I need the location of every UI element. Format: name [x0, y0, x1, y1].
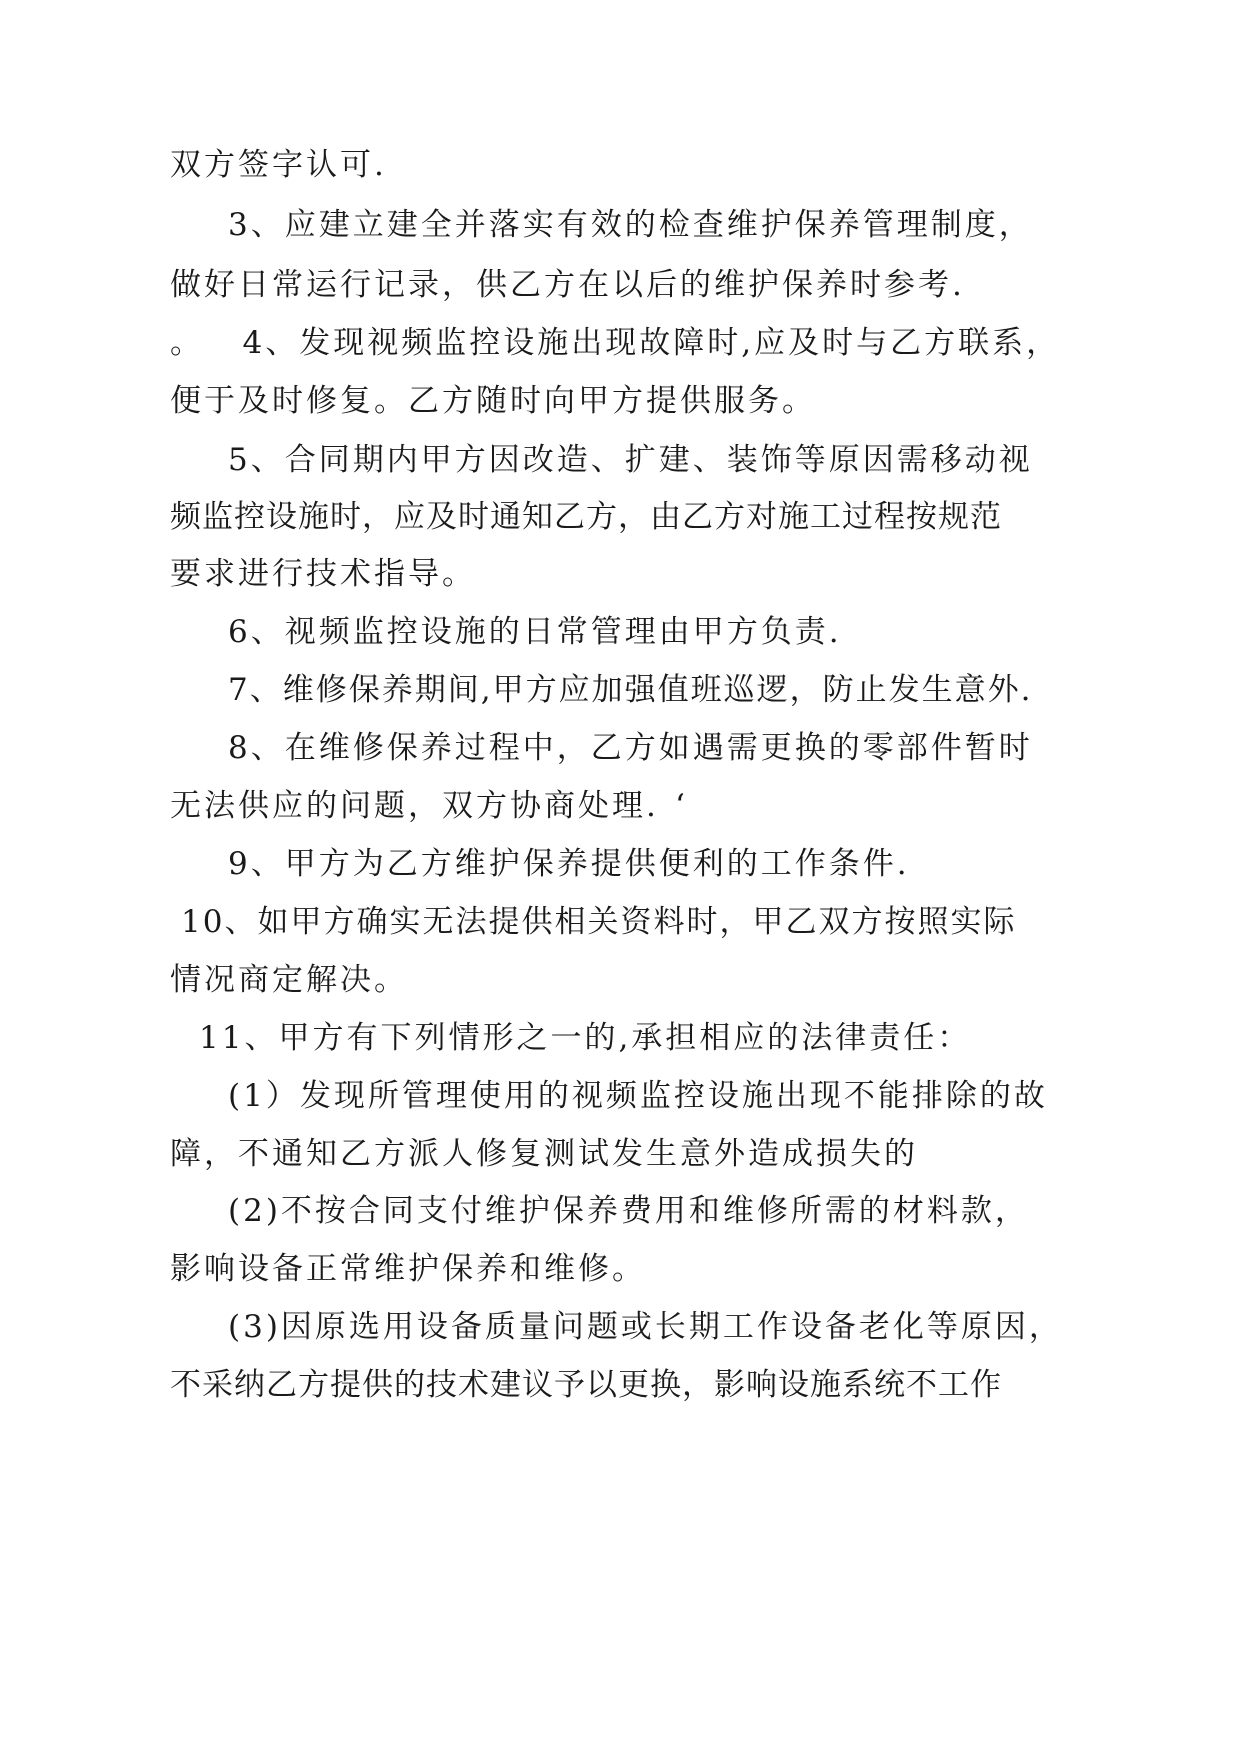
text-line: (3)因原选用设备质量问题或长期工作设备老化等原因，: [228, 1309, 1063, 1345]
text-line: 。 4、发现视频监控设施出现故障时,应及时与乙方联系，: [170, 325, 1061, 361]
text-line: (2)不按合同支付维护保养费用和维修所需的材料款，: [228, 1193, 1029, 1229]
text-line: 影响设备正常维护保养和维修。: [170, 1251, 646, 1287]
text-line: 要求进行技术指导。: [170, 556, 476, 592]
text-line: 情况商定解决。: [170, 962, 408, 998]
text-line: 频监控设施时，应及时通知乙方，由乙方对施工过程按规范: [170, 499, 1002, 535]
text-line: (1）发现所管理使用的视频监控设施出现不能排除的故: [228, 1078, 1048, 1114]
text-line: 7、维修保养期间,甲方应加强值班巡逻，防止发生意外.: [228, 672, 1033, 708]
text-line: 做好日常运行记录，供乙方在以后的维护保养时参考.: [170, 267, 965, 303]
text-line: 5、合同期内甲方因改造、扩建、装饰等原因需移动视: [228, 442, 1033, 478]
text-line: 8、在维修保养过程中，乙方如遇需更换的零部件暂时: [228, 730, 1033, 766]
text-line: 9、甲方为乙方维护保养提供便利的工作条件.: [228, 846, 910, 882]
stray-quote-mark: ‘: [675, 788, 685, 824]
text-line: 障，不通知乙方派人修复测试发生意外造成损失的: [170, 1136, 918, 1172]
text-line: 双方签字认可.: [170, 147, 387, 183]
text-line: 6、视频监控设施的日常管理由甲方负责.: [228, 614, 842, 650]
text-line: 便于及时修复。乙方随时向甲方提供服务。: [170, 383, 816, 419]
text-line: 不采纳乙方提供的技术建议予以更换，影响设施系统不工作: [170, 1367, 1002, 1403]
text-line: 3、应建立建全并落实有效的检查维护保养管理制度，: [228, 207, 1033, 243]
text-line: 无法供应的问题，双方协商处理.: [170, 788, 659, 824]
text-line: 10、如甲方确实无法提供相关资料时，甲乙双方按照实际: [181, 904, 1017, 940]
text-line: 11、甲方有下列情形之一的,承担相应的法律责任：: [199, 1020, 972, 1056]
